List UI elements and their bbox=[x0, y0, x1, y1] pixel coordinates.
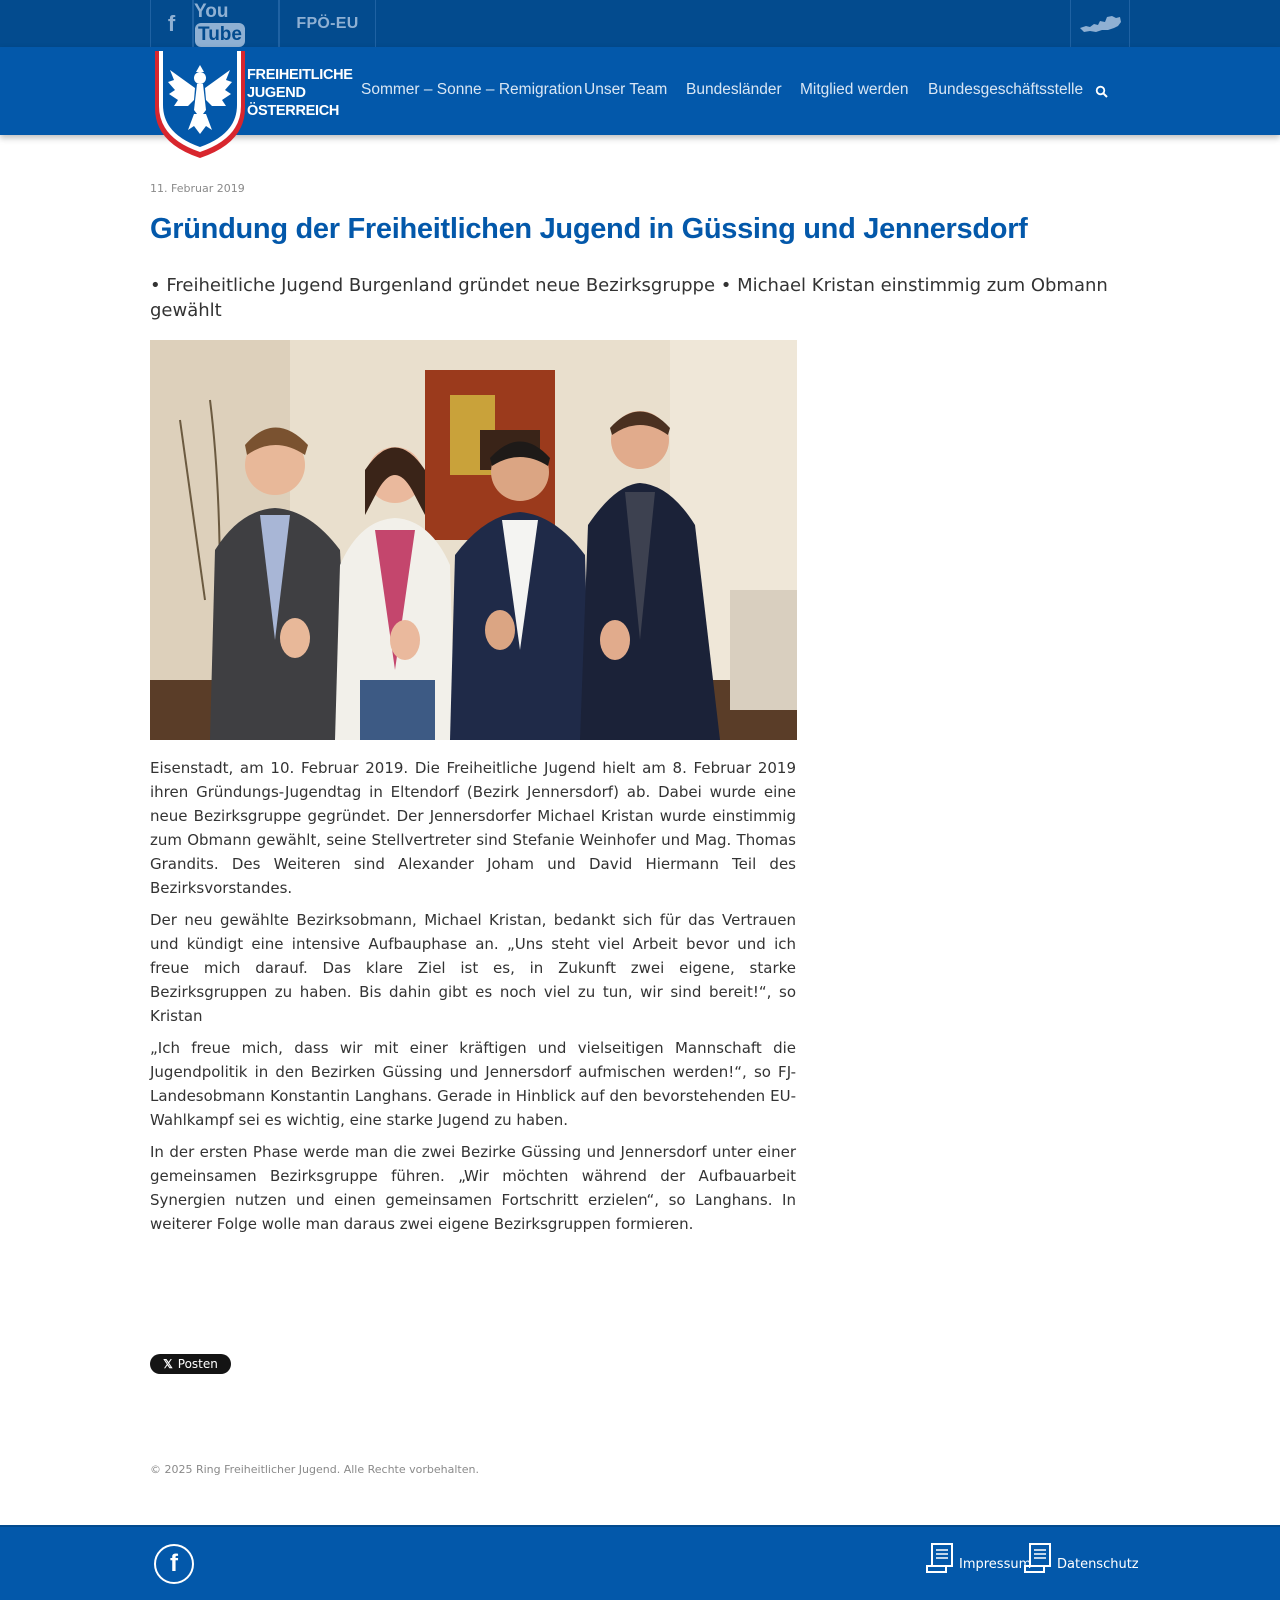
x-icon: 𝕏 bbox=[163, 1357, 173, 1371]
datenschutz-link[interactable] bbox=[1022, 1542, 1139, 1574]
article-paragraph: Eisenstadt, am 10. Februar 2019. Die Freiheitliche Jugend hielt am 8. Februar 2019 ihren Gründungs-Jugendtag in Eltendorf (Bezirk Jennersdorf) ab. Dabei wurde eine neue Bezirksgruppe gegründet. Der Jennersdorfer Michael Kristan wurde einstimmig zum Obmann gewählt, seine Stellvertreter sind Stefanie Weinhofer und Mag. Thomas Grandits. Des Weiteren sind Alexander Joham und David Hiermann Teil des Bezirksvorstandes. bbox=[150, 759, 796, 897]
fpoe-eu-link[interactable] bbox=[279, 0, 376, 47]
impressum-label: Impressum bbox=[959, 1557, 1032, 1572]
search-icon[interactable] bbox=[1095, 85, 1109, 99]
social-topbar bbox=[0, 0, 1280, 47]
eagle-shield-icon bbox=[150, 48, 250, 160]
austria-map-link[interactable] bbox=[1070, 0, 1130, 47]
document-icon bbox=[1022, 1542, 1054, 1574]
logo-wordmark[interactable] bbox=[247, 66, 353, 120]
footer-facebook-link[interactable] bbox=[154, 1544, 194, 1584]
tweet-button[interactable] bbox=[150, 1354, 231, 1374]
nav-item-sommer[interactable]: Sommer – Sonne – Remigration bbox=[361, 81, 583, 98]
impressum-link[interactable] bbox=[924, 1542, 1031, 1574]
nav-item-unser-team[interactable]: Unser Team bbox=[584, 81, 668, 98]
article-subtitle: • Freiheitliche Jugend Burgenland gründet neue Bezirksgruppe • Michael Kristan einstimmig zum Obmann gewählt bbox=[150, 275, 1108, 321]
facebook-link[interactable] bbox=[150, 0, 193, 47]
youtube-icon: YouTube bbox=[194, 1, 278, 47]
logo-line-1: FREIHEITLICHE bbox=[247, 67, 353, 83]
article-date: 11. Februar 2019 bbox=[150, 182, 245, 195]
tweet-label: Posten bbox=[177, 1357, 218, 1371]
article-paragraph: „Ich freue mich, dass wir mit einer kräftigen und vielseitigen Mannschaft die Jugendpolitik in den Bezirken Güssing und Jennersdorf aufmischen werden!“, so FJ-Landesobmann Konstantin Langhans. Gerade in Hinblick auf den bevorstehenden EU-Wahlkampf sei es wichtig, eine starke Jugend zu haben. bbox=[150, 1039, 796, 1129]
article-photo bbox=[150, 340, 797, 740]
copyright-text: © 2025 Ring Freiheitlicher Jugend. Alle Rechte vorbehalten. bbox=[150, 1463, 479, 1476]
datenschutz-label: Datenschutz bbox=[1057, 1557, 1139, 1572]
facebook-icon: f bbox=[170, 1550, 178, 1577]
article-body bbox=[150, 756, 796, 1244]
document-icon bbox=[924, 1542, 956, 1574]
nav-item-bundesgeschaeftsstelle[interactable]: Bundesgeschäftsstelle bbox=[928, 81, 1084, 98]
logo-line-3: ÖSTERREICH bbox=[247, 103, 340, 119]
youtube-link[interactable] bbox=[193, 0, 279, 47]
nav-item-bundeslaender[interactable]: Bundesländer bbox=[686, 81, 782, 98]
article-paragraph: Der neu gewählte Bezirksobmann, Michael Kristan, bedankt sich für das Vertrauen und kündigt eine intensive Aufbauphase an. „Uns steht viel Arbeit bevor und ich freue mich darauf. Das klare Ziel ist es, in Zukunft zwei eigene, starke Bezirksgruppen zu haben. Bis dahin gibt es noch viel zu tun, wir sind bereit!“, so Kristan bbox=[150, 911, 796, 1025]
article-title: Gründung der Freiheitlichen Jugend in Güssing und Jennersdorf bbox=[150, 213, 1028, 245]
facebook-icon: f bbox=[167, 10, 176, 36]
logo-line-2: JUGEND bbox=[247, 85, 306, 101]
nav-item-mitglied-werden[interactable]: Mitglied werden bbox=[800, 81, 909, 98]
article-paragraph: In der ersten Phase werde man die zwei Bezirke Güssing und Jennersdorf unter einer gemeinsamen Bezirksgruppe führen. „Wir möchten während der Aufbauarbeit Synergien nutzen und einen gemeinsamen Fortschritt erzielen“, so Langhans. In weiterer Folge wolle man daraus zwei eigene Bezirksgruppen formieren. bbox=[150, 1143, 796, 1233]
austria-map-icon bbox=[1078, 13, 1122, 35]
fpoe-eu-label: FPÖ-EU bbox=[296, 14, 359, 32]
